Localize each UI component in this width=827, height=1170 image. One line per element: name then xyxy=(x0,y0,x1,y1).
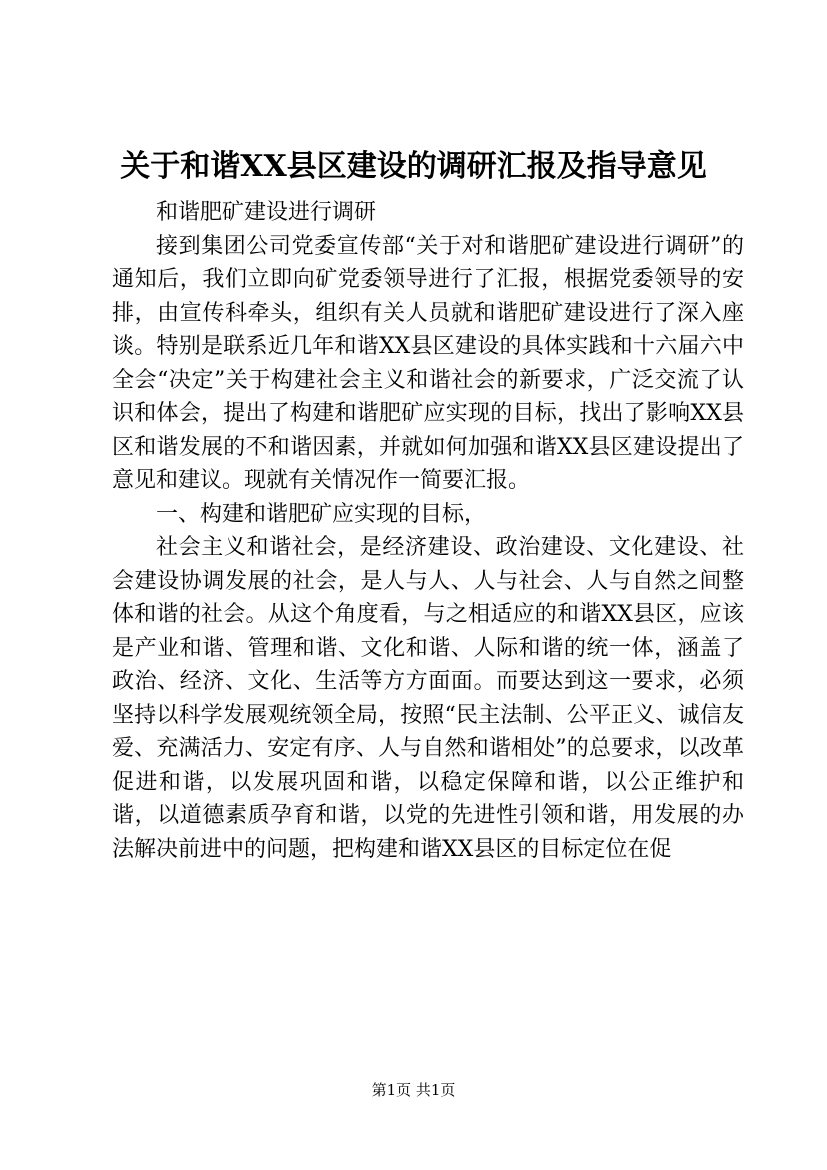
paragraph-intro: 接到集团公司党委宣传部“关于对和谐肥矿建设进行调研”的通知后，我们立即向矿党委领导进行了汇报，根据党委领导的安排，由宣传科牵头，组织有关人员就和谐肥矿建设进行了深入座谈。特别是联系近几年和谐XX县区建设的具体实践和十六届六中全会“决定”关于构建社会主义和谐社会的新要求，广泛交流了认识和体会，提出了构建和谐肥矿应实现的目标，找出了影响XX县区和谐发展的不和谐因素，并就如何加强和谐XX县区建设提出了意见和建议。现就有关情况作一简要汇报。 xyxy=(112,233,744,493)
document-title: 关于和谐XX县区建设的调研汇报及指导意见 xyxy=(120,149,707,184)
document-body xyxy=(112,196,744,866)
section-heading-1: 一、构建和谐肥矿应实现的目标， xyxy=(156,501,487,527)
page-footer: 第1页 共1页 xyxy=(371,1081,456,1099)
paragraph-subtitle: 和谐肥矿建设进行调研 xyxy=(156,200,377,225)
paragraph-section-1: 社会主义和谐社会，是经济建设、政治建设、文化建设、社会建设协调发展的社会，是人与人、人与社会、人与自然之间整体和谐的社会。从这个角度看，与之相适应的和谐XX县区，应该是产业和谐、管理和谐、文化和谐、人际和谐的统一体，涵盖了政治、经济、文化、生活等方方面面。而要达到这一要求，必须坚持以科学发展观统领全局，按照“民主法制、公平正义、诚信友爱、充满活力、安定有序、人与自然和谐相处”的总要求，以改革促进和谐，以发展巩固和谐，以稳定保障和谐，以公正维护和谐，以道德素质孕育和谐，以党的先进性引领和谐，用发展的办法解决前进中的问题，把构建和谐XX县区的目标定位在促 xyxy=(112,535,744,862)
